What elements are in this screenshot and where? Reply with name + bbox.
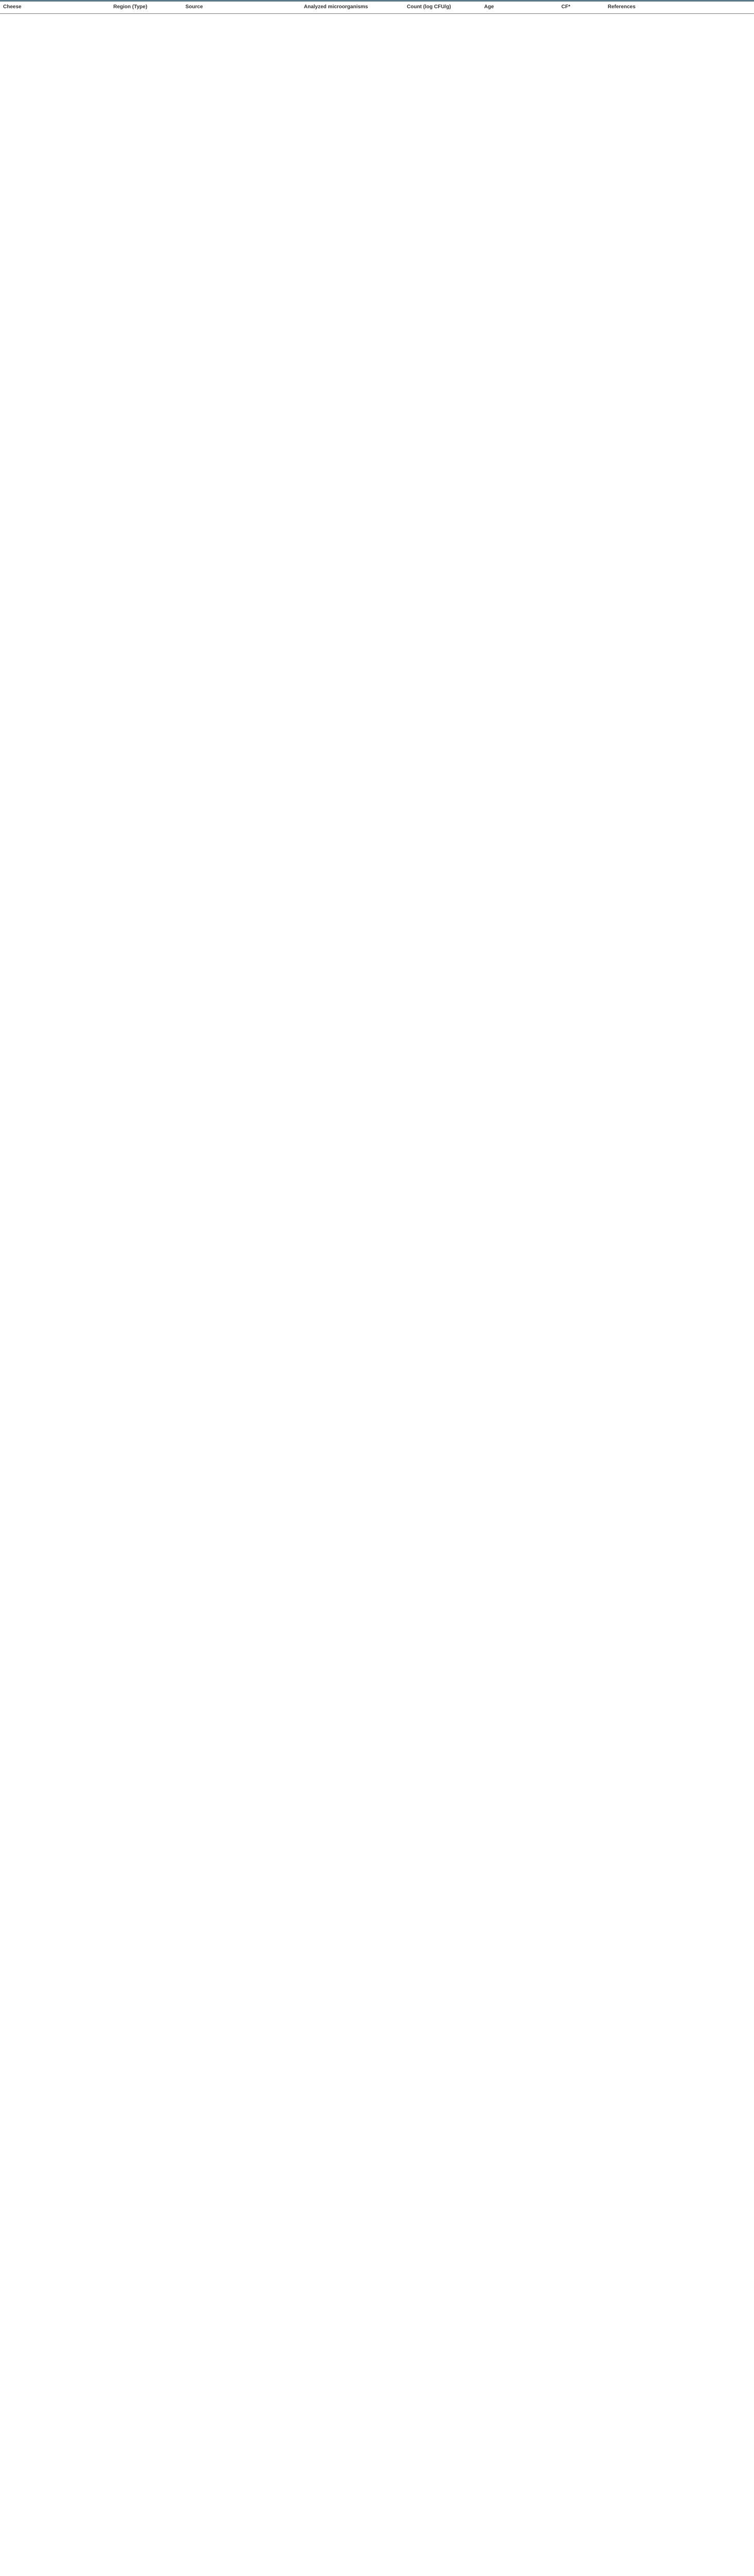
column-header: Source — [185, 4, 203, 10]
header-rule — [0, 13, 754, 14]
column-header: Count (log CFU/g) — [407, 4, 451, 10]
column-header: Cheese — [3, 4, 22, 10]
top-rule — [0, 0, 754, 2]
column-header: Region (Type) — [113, 4, 147, 10]
column-header: Analyzed microorganisms — [304, 4, 368, 10]
column-header: CF* — [561, 4, 571, 10]
column-header: References — [608, 4, 636, 10]
column-header: Age — [484, 4, 494, 10]
